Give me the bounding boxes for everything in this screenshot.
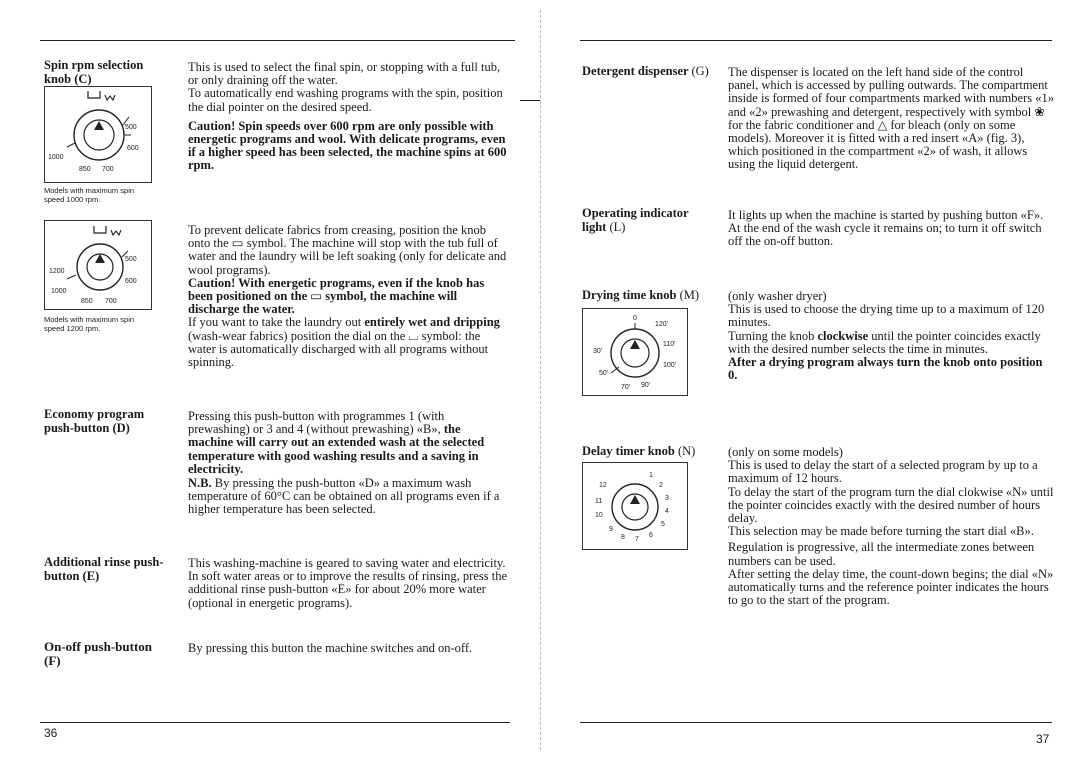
delay-p6: After setting the delay time, the count-down begins; the dial «N» automatically turns and the reference pointer indicates the hours to go to the start of the program.: [728, 566, 1054, 608]
drying-label: Drying time knob (M): [582, 288, 700, 302]
drying-text: [728, 290, 1054, 382]
spin-caption-2: Models with maximum spin speed 1200 rpm.: [44, 315, 135, 333]
d1-500: 500: [125, 124, 137, 131]
delay-2: 2: [659, 482, 663, 489]
dry-50: 50': [599, 370, 609, 377]
delay-4: 4: [665, 508, 669, 515]
delay-timer-dial-diagram: [582, 462, 688, 550]
delay-6: 6: [649, 532, 653, 539]
d1-600: 600: [127, 145, 139, 152]
onoff-p1: By pressing this button the machine switches and on-off.: [188, 641, 473, 655]
onoff-label: On-off push-button (F): [44, 639, 153, 668]
d1-1000: 1000: [48, 154, 64, 161]
rinse-label: Additional rinse push-button (E): [44, 555, 164, 583]
d2-600: 600: [125, 278, 137, 285]
spin-p2: To automatically end washing programs with the spin, position the dial pointer on the desired speed.: [188, 86, 503, 114]
rinse-text: [188, 557, 510, 610]
d2-1000: 1000: [51, 288, 67, 295]
bleach-icon: △: [877, 117, 888, 132]
delay-p5: Regulation is progressive, all the intermediate zones between numbers can be used.: [728, 540, 1035, 568]
page-fold-line: [540, 10, 541, 750]
delay-p2: This is used to delay the start of a selected program by up to a maximum of 12 hours.: [728, 458, 1038, 486]
delay-8: 8: [621, 534, 625, 541]
delay-11: 11: [595, 498, 603, 505]
dry-100: 100': [663, 362, 677, 369]
tub-symbol-icon: ▭: [310, 289, 323, 304]
delay-9: 9: [609, 526, 613, 533]
detergent-text: [728, 66, 1054, 172]
operating-p1: It lights up when the machine is started by pushing button «F». At the end of the wash cycle it remains on; to turn it off switch off the on-off button.: [728, 208, 1044, 249]
d1-850: 850: [79, 166, 91, 173]
left-top-rule: [40, 40, 515, 41]
onoff-text: [188, 642, 510, 655]
fabric-conditioner-icon: ❀: [1034, 104, 1045, 119]
d1-700: 700: [102, 166, 114, 173]
delay-p3: To delay the start of the program turn the dial clokwise «N» until the pointer coincides exactly with the desired number of hours delay.: [728, 484, 1054, 526]
delay-1: 1: [649, 472, 653, 479]
rinse-p1: This washing-machine is geared to saving water and electricity. In soft water areas or to improve the results of rinsing, press the additional rinse push-button «E» for about 20% more water (optional in energetic programs).: [188, 556, 508, 610]
left-side-mark: [520, 100, 540, 101]
delay-7: 7: [635, 536, 639, 543]
drain-symbol-icon: ⌴: [408, 328, 419, 343]
dry-90: 90': [641, 382, 651, 389]
right-bottom-rule: [580, 722, 1052, 723]
drying-time-dial-diagram: [582, 308, 688, 396]
spin-text-1: [188, 61, 508, 173]
drying-p4: After a drying program always turn the knob onto position 0.: [728, 355, 1043, 383]
right-top-rule: [580, 40, 1052, 41]
spin-p3: Caution! Spin speeds over 600 rpm are only possible with energetic programs and wool. With delicate programs, even if a higher speed has been selected, the machine spins at 600 rpm.: [188, 118, 507, 173]
dry-70: 70': [621, 384, 631, 391]
economy-p2: N.B. By pressing the push-button «D» a maximum wash temperature of 60°C can be obtained on all programs even if a higher temperature has been selected.: [188, 476, 500, 517]
spin-p6: If you want to take the laundry out entirely wet and dripping (wash-wear fabrics) position the dial on the ⌴ symbol: the water is automatically discharged with all programs without spinning.: [188, 315, 500, 370]
dry-110: 110': [663, 341, 676, 348]
economy-label: Economy program push-button (D): [44, 407, 145, 435]
spin-p1: This is used to select the final spin, or stopping with a full tub, or only draining off the water.: [188, 60, 501, 88]
drying-p3: Turning the knob clockwise until the pointer coincides exactly with the desired number selects the time in minutes.: [728, 328, 1041, 356]
spin-dial-1200-diagram: [44, 220, 152, 310]
delay-5: 5: [661, 521, 665, 528]
dry-120: 120': [655, 321, 669, 328]
operating-label: Operating indicator light (L): [582, 206, 689, 234]
dry-0: 0: [633, 315, 637, 322]
spin-dial-1000-diagram: [44, 86, 152, 183]
dry-30: 30': [593, 348, 603, 355]
economy-p1: Pressing this push-button with programmes 1 (with prewashing) or 3 and 4 (without prewashing) «B», the machine will carry out an extended wash at the selected temperature with good washing results and a saving in electricity.: [188, 409, 485, 476]
page-number-right: 37: [1036, 732, 1050, 746]
d2-850: 850: [81, 298, 93, 305]
spin-p5: Caution! With energetic programs, even if the knob has been positioned on the ▭ symbol, the machine will discharge the water.: [188, 275, 485, 317]
delay-12: 12: [599, 482, 607, 489]
detergent-p1: The dispenser is located on the left hand side of the control panel, which is accessed by pulling outwards. The compartment inside is formed of four compartments marked with numbers «1» and «2» prewashing and detergent, respectively with symbol ❀ for the fabric conditioner and △ for bleach (only on some models). Moreover it is fitted with a red insert «A» (fig. 3), which positioned in the compartment «2» of wash, it allows using the liquid detergent.: [728, 65, 1054, 172]
left-bottom-rule: [40, 722, 510, 723]
delay-10: 10: [595, 512, 603, 519]
spin-text-2: [188, 224, 508, 369]
spin-caption-1: Models with maximum spin speed 1000 rpm.: [44, 186, 135, 204]
delay-p4: This selection may be made before turning the start dial «B».: [728, 524, 1034, 539]
drying-p1: (only washer dryer): [728, 289, 827, 303]
delay-text: [728, 446, 1054, 607]
spin-p4: To prevent delicate fabrics from creasing, position the knob onto the ▭ symbol. The machine will stop with the tub full of water and the laundry will be left soaking (only for delicate and wool programs).: [188, 223, 507, 277]
detergent-label: Detergent dispenser (G): [582, 64, 709, 78]
d2-1200: 1200: [49, 268, 65, 275]
tub-symbol-icon: ▭: [231, 236, 244, 251]
delay-label: Delay timer knob (N): [582, 444, 696, 458]
spin-knob-label: Spin rpm selection knob (C): [44, 58, 144, 86]
page-number-left: 36: [44, 726, 58, 740]
delay-3: 3: [665, 495, 669, 502]
economy-text: [188, 410, 508, 517]
d2-500: 500: [125, 256, 137, 263]
delay-p1: (only on some models): [728, 445, 843, 459]
d2-700: 700: [105, 298, 117, 305]
drying-p2: This is used to choose the drying time up to a maximum of 120 minutes.: [728, 302, 1045, 330]
operating-text: [728, 209, 1054, 249]
